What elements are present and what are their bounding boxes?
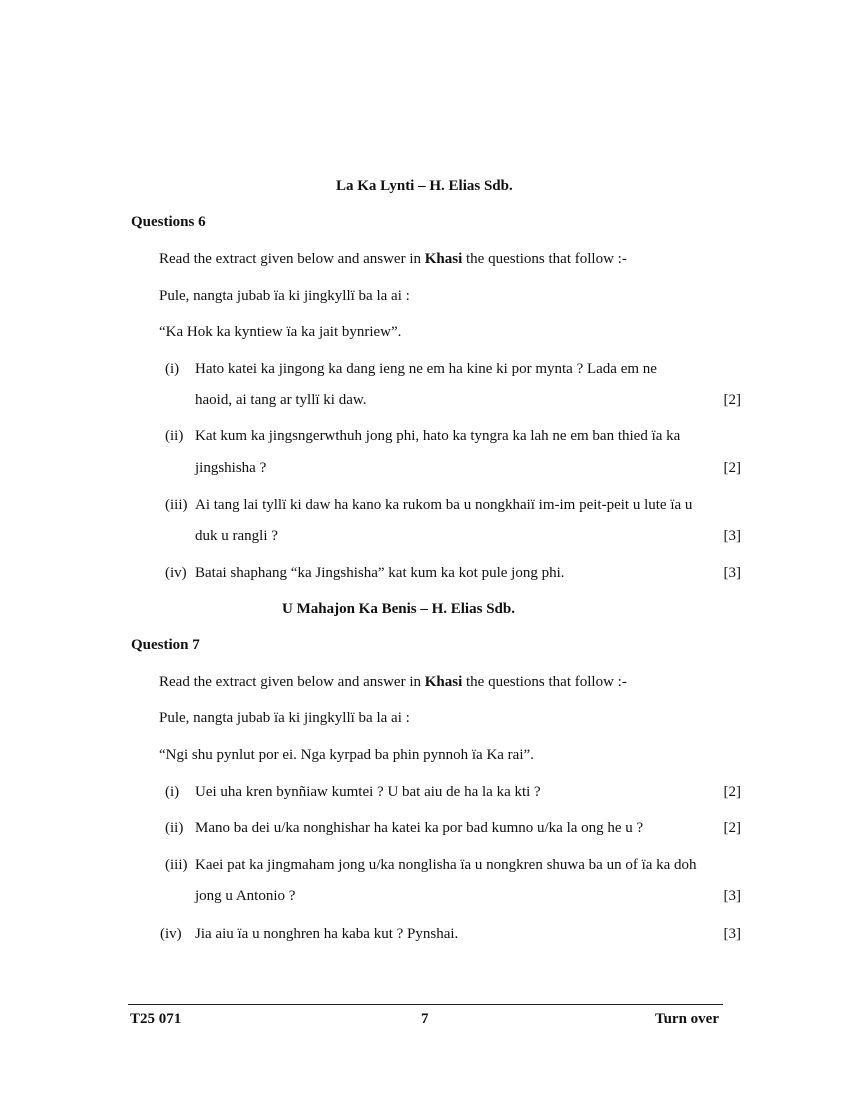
- item-number: (iv): [160, 926, 182, 942]
- item-number: (i): [165, 361, 180, 377]
- item-number: (i): [165, 784, 180, 800]
- extract-quote: “Ngi shu pynlut por ei. Nga kyrpad ba phin pynnoh ïa Ka rai”.: [159, 747, 534, 763]
- item-number: (iii): [165, 497, 188, 513]
- item-text-cont: haoid, ai tang ar tyllï ki daw.: [195, 392, 367, 408]
- prompt: Pule, nangta jubab ïa ki jingkyllï ba la ai :: [159, 710, 410, 726]
- item-marks: [3]: [723, 888, 741, 904]
- item-marks: [3]: [723, 528, 741, 544]
- instruction-text-end: the questions that follow :-: [462, 674, 627, 690]
- item-text-cont: jingshisha ?: [195, 460, 267, 476]
- item-text: Kat kum ka jingsngerwthuh jong phi, hato ka tyngra ka lah ne em ban thied ïa ka: [195, 428, 681, 444]
- instruction-language: Khasi: [424, 674, 463, 690]
- item-number: (ii): [165, 428, 184, 444]
- item-number: (iv): [165, 565, 187, 581]
- extract-quote: “Ka Hok ka kyntiew ïa ka jait bynriew”.: [159, 324, 402, 340]
- instruction-text-end: the questions that follow :-: [462, 251, 627, 267]
- section-title: U Mahajon Ka Benis – H. Elias Sdb.: [282, 601, 515, 617]
- item-text: Ai tang lai tyllï ki daw ha kano ka rukom ba u nongkhaiï im-im peit-peit u lute ïa u: [195, 497, 693, 513]
- item-number: (iii): [165, 857, 188, 873]
- footer-rule: [128, 1004, 723, 1005]
- item-marks: [2]: [723, 460, 741, 476]
- item-text: Jia aiu ïa u nonghren ha kaba kut ? Pynshai.: [195, 926, 459, 942]
- section-title: La Ka Lynti – H. Elias Sdb.: [336, 178, 513, 194]
- item-text: Hato katei ka jingong ka dang ieng ne em ha kine ki por mynta ? Lada em ne: [195, 361, 657, 377]
- page-number: 7: [421, 1011, 429, 1027]
- item-text: Uei uha kren bynñiaw kumtei ? U bat aiu de ha la ka kti ?: [195, 784, 541, 800]
- prompt: Pule, nangta jubab ïa ki jingkyllï ba la ai :: [159, 288, 410, 304]
- item-text: Mano ba dei u/ka nonghishar ha katei ka por bad kumno u/ka la ong he u ?: [195, 820, 644, 836]
- item-text: Kaei pat ka jingmaham jong u/ka nonglisha ïa u nongkren shuwa ba un of ïa ka doh: [195, 857, 697, 873]
- item-text: Batai shaphang “ka Jingshisha” kat kum ka kot pule jong phi.: [195, 565, 565, 581]
- instruction: [159, 251, 627, 268]
- item-marks: [2]: [723, 784, 741, 800]
- turn-over-label: Turn over: [654, 1011, 719, 1027]
- item-marks: [3]: [723, 565, 741, 581]
- item-text-cont: jong u Antonio ?: [195, 888, 296, 904]
- paper-code: T25 071: [130, 1011, 182, 1027]
- item-number: (ii): [165, 820, 184, 836]
- question-label: Questions 6: [131, 214, 206, 230]
- instruction-text: Read the extract given below and answer in: [159, 674, 425, 690]
- instruction: [159, 674, 627, 691]
- item-marks: [2]: [723, 392, 741, 408]
- instruction-language: Khasi: [424, 251, 463, 267]
- instruction-text: Read the extract given below and answer in: [159, 251, 425, 267]
- item-marks: [2]: [723, 820, 741, 836]
- question-label: Question 7: [131, 637, 200, 653]
- item-text-cont: duk u rangli ?: [195, 528, 278, 544]
- item-marks: [3]: [723, 926, 741, 942]
